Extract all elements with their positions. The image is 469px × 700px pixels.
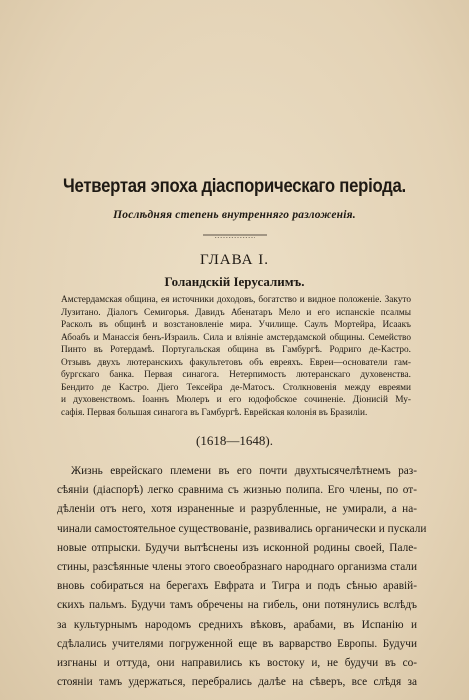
body-line: сдѣлались учителями погруженной еще въ варварство Европы. Будучи [57, 637, 417, 650]
body-line: дѣленіи отъ него, хотя израненные и разрубленные, не умирали, а на- [57, 503, 417, 516]
body-line: за культурнымъ народомъ среднихъ вѣковъ, арабами, въ Испанію и [57, 618, 417, 631]
summary-line: Амстердамская община, ея источники доходовъ, богатство и видное положеніе. Закуто [61, 295, 411, 305]
body-line: стояніи тамъ удержаться, перебрались далѣе на сѣверъ, все слѣдя за [57, 676, 417, 689]
summary-line: Расколъ въ общинѣ и возстановленіе мира. Училище. Саулъ Мортейра, Исаакъ [61, 320, 411, 330]
page-subtitle: Послѣдняя степень внутренняго разложенія. [113, 209, 356, 221]
chapter-name: Голандскій Іерусалимъ. [164, 274, 305, 289]
chapter-years: (1618—1648). [196, 433, 273, 448]
summary-line: сафія. Первая большая синагога въ Гамбургѣ. Еврейская колонія въ Бразиліи. [61, 407, 368, 418]
summary-line: Абоабъ и Манассія бенъ-Израиль. Сила и вліяніе амстердамской общины. Семейство [61, 332, 411, 343]
summary-line: Бендито де Кастро. Діего Тексейра де-Матосъ. Столкновенія между евреями [61, 382, 411, 393]
chapter-number: ГЛАВА I. [200, 252, 269, 268]
summary-line: бургскаго банка. Первая синагога. Нетерпимость лютеранскаго духовенства. [61, 370, 411, 380]
body-line: Жизнь еврейскаго племени въ его почти двухтысячелѣтнемъ раз- [71, 465, 417, 477]
body-line: вновь собираться на берегахъ Евфрата и Тигра и подъ сѣнью аравій- [57, 580, 417, 593]
summary-line: Пинто въ Ротердамѣ. Португальская община въ Гамбургѣ. Родриго де-Кастро. [61, 345, 411, 355]
body-line: стины, разсѣянные члены этого своеобразнаго народнаго организма стали [57, 561, 417, 574]
body-line: скихъ пальмъ. Будучи тамъ обречены на гибель, они потянулись вслѣдъ [57, 599, 417, 612]
page-title: Четвертая эпоха діаспорическаго періода. [63, 176, 406, 197]
body-line: новые отпрыски. Будучи вытѣснены изъ исконной родины своей, Пале- [57, 541, 417, 554]
body-text [57, 462, 427, 692]
ornamental-divider [203, 233, 267, 239]
body-line: сѣяніи (діаспорѣ) легко сравнима съ жизнью полипа. Его члены, по от- [57, 484, 417, 497]
body-line: чинали самостоятельное существованіе, развивались органически и пускали [57, 522, 427, 535]
summary-line: и духовенствомъ. Іоаннъ Мюлеръ и его юдофобское сочиненіе. Діонисій Му- [61, 395, 411, 405]
chapter-summary [61, 294, 411, 419]
body-line: изгнаны и оттуда, они направились къ востоку и, не будучи въ со- [57, 657, 417, 670]
summary-line: Отзывъ двухъ лютеранскихъ факультетовъ объ евреяхъ. Евреи—основатели гам- [61, 357, 411, 368]
summary-line: Лузитано. Діалогъ Семигорья. Давидъ Абенатаръ Мело и его испанскіе псалмы [61, 307, 411, 318]
